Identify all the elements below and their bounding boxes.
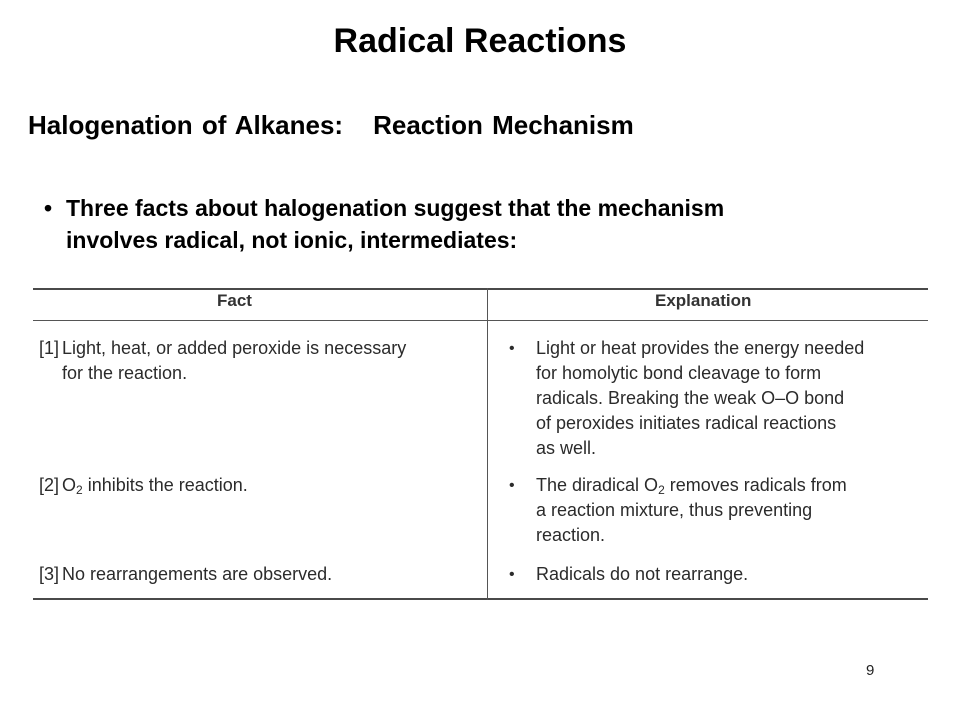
fact-cell (62, 336, 472, 386)
subtitle-topic: Halogenation of Alkanes: (28, 110, 344, 140)
header-fact: Fact (217, 291, 252, 310)
fact-subscript: 2 (76, 483, 83, 497)
row-number: [3] (39, 564, 60, 584)
table-header-rule (33, 320, 928, 321)
explanation-bullet: • (509, 566, 515, 583)
intro-line-2: involves radical, not ionic, intermediates: (66, 227, 518, 253)
subtitle-section: Reaction Mechanism (373, 110, 634, 140)
facts-table (33, 288, 928, 600)
intro-bullet-text (66, 192, 926, 256)
fact-cell (62, 473, 472, 498)
header-explanation: Explanation (655, 291, 752, 310)
row-number: [2] (39, 475, 60, 495)
fact-line: for the reaction. (62, 363, 188, 383)
intro-line-1: Three facts about halogenation suggest that the mechanism (66, 195, 725, 221)
explanation-line: for homolytic bond cleavage to form (536, 363, 822, 383)
table-top-rule (33, 288, 928, 290)
explanation-line: reaction. (536, 525, 606, 545)
bullet-dot: • (44, 195, 53, 221)
explanation-line: radicals. Breaking the weak O–O bond (536, 388, 845, 408)
row-number: [1] (39, 338, 60, 358)
explanation-cell (536, 336, 921, 461)
fact-text-post: inhibits the reaction. (82, 475, 248, 495)
explanation-line: of peroxides initiates radical reactions (536, 413, 837, 433)
explanation-cell (536, 473, 921, 548)
page-number: 9 (866, 662, 875, 679)
table-bottom-rule (33, 598, 928, 600)
explanation-line: as well. (536, 438, 597, 458)
explanation-line: Light or heat provides the energy needed (536, 338, 865, 358)
fact-line: No rearrangements are observed. (62, 564, 333, 584)
fact-line (62, 473, 472, 498)
slide-title: Radical Reactions (333, 22, 627, 60)
fact-cell (62, 562, 472, 587)
expl-subscript: 2 (658, 483, 665, 497)
explanation-line: Radicals do not rearrange. (536, 564, 749, 584)
expl-text-post: removes radicals from (664, 475, 847, 495)
explanation-line: a reaction mixture, thus preventing (536, 500, 813, 520)
expl-text-pre: The diradical O (536, 475, 659, 495)
slide-subtitle (28, 110, 634, 141)
explanation-cell (536, 562, 921, 587)
explanation-line (536, 473, 921, 498)
explanation-bullet: • (509, 340, 515, 357)
fact-text-pre: O (62, 475, 77, 495)
table-column-divider (487, 288, 488, 600)
explanation-bullet: • (509, 477, 515, 494)
fact-line: Light, heat, or added peroxide is necessary (62, 338, 407, 358)
